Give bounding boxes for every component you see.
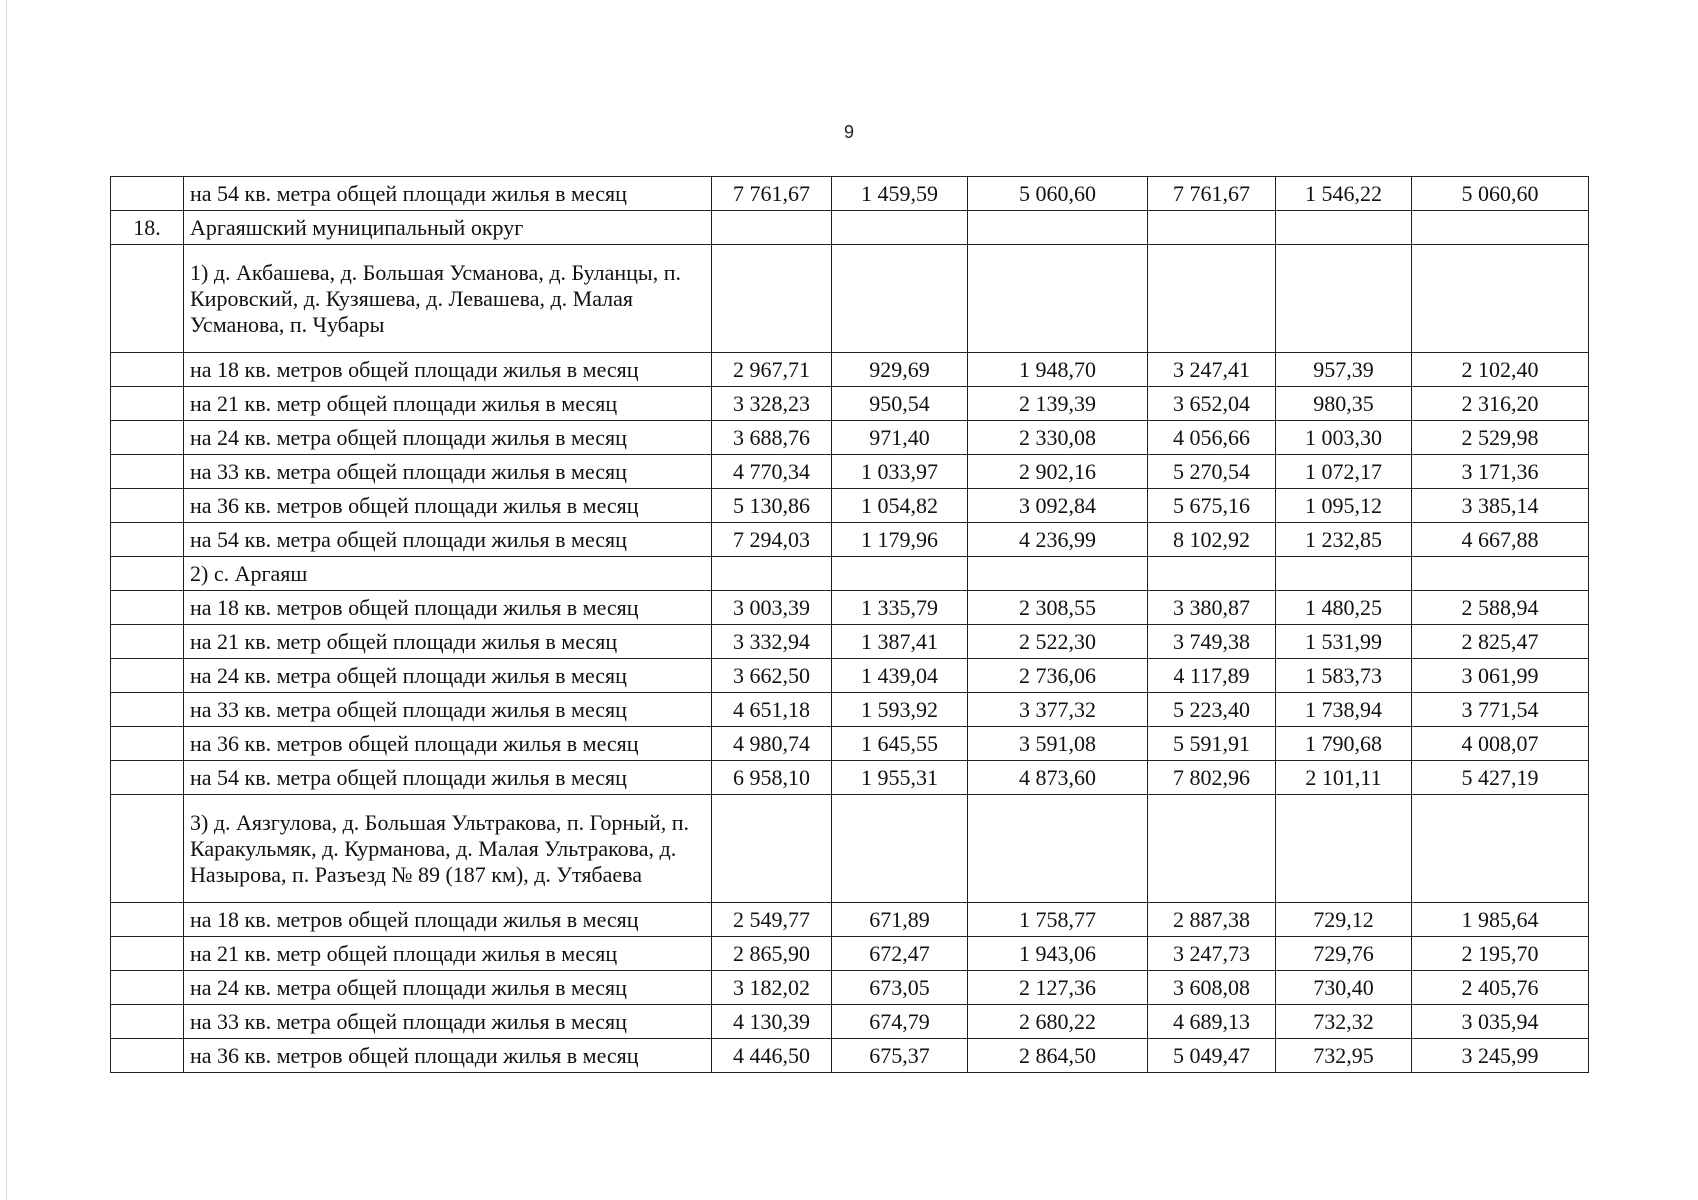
value-cell (968, 557, 1148, 591)
value-cell: 3 749,38 (1148, 625, 1276, 659)
value-cell: 4 770,34 (712, 455, 832, 489)
value-cell: 6 958,10 (712, 761, 832, 795)
value-cell: 2 522,30 (968, 625, 1148, 659)
value-cell (712, 795, 832, 903)
value-cell: 4 446,50 (712, 1039, 832, 1073)
value-cell: 2 902,16 (968, 455, 1148, 489)
row-label-cell: на 54 кв. метра общей площади жилья в месяц (184, 761, 712, 795)
value-cell: 4 236,99 (968, 523, 1148, 557)
row-number-cell (111, 937, 184, 971)
row-label-cell: на 24 кв. метра общей площади жилья в месяц (184, 421, 712, 455)
value-cell: 4 667,88 (1412, 523, 1589, 557)
table-row (111, 523, 1589, 557)
value-cell (1412, 245, 1589, 353)
value-cell (1148, 557, 1276, 591)
value-cell: 729,12 (1276, 903, 1412, 937)
value-cell (712, 211, 832, 245)
value-cell: 7 802,96 (1148, 761, 1276, 795)
row-number-cell (111, 245, 184, 353)
value-cell: 5 130,86 (712, 489, 832, 523)
value-cell (1276, 245, 1412, 353)
row-number-cell (111, 523, 184, 557)
value-cell: 3 247,73 (1148, 937, 1276, 971)
value-cell (712, 245, 832, 353)
table-row (111, 1039, 1589, 1073)
value-cell: 5 049,47 (1148, 1039, 1276, 1073)
value-cell: 1 790,68 (1276, 727, 1412, 761)
table-row (111, 795, 1589, 903)
value-cell (1412, 211, 1589, 245)
row-label-cell: на 21 кв. метр общей площади жилья в месяц (184, 387, 712, 421)
row-label-cell: на 24 кв. метра общей площади жилья в месяц (184, 659, 712, 693)
row-number-cell (111, 353, 184, 387)
row-number-cell (111, 693, 184, 727)
value-cell: 1 054,82 (832, 489, 968, 523)
row-number-cell (111, 727, 184, 761)
value-cell (832, 557, 968, 591)
value-cell: 732,95 (1276, 1039, 1412, 1073)
table-row (111, 353, 1589, 387)
value-cell: 4 117,89 (1148, 659, 1276, 693)
value-cell (832, 211, 968, 245)
scan-edge-line (6, 0, 7, 1200)
row-number-cell (111, 489, 184, 523)
row-label-cell: на 33 кв. метра общей площади жилья в месяц (184, 455, 712, 489)
row-label-cell: 1) д. Акбашева, д. Большая Усманова, д. Буланцы, п. Кировский, д. Кузяшева, д. Левашева, д. Малая Усманова, п. Чубары (184, 245, 712, 353)
value-cell: 2 967,71 (712, 353, 832, 387)
tariff-table-body (111, 177, 1589, 1073)
value-cell: 1 546,22 (1276, 177, 1412, 211)
value-cell (832, 245, 968, 353)
value-cell: 3 591,08 (968, 727, 1148, 761)
value-cell: 980,35 (1276, 387, 1412, 421)
table-row (111, 489, 1589, 523)
row-label-cell: на 36 кв. метров общей площади жилья в месяц (184, 1039, 712, 1073)
value-cell: 1 593,92 (832, 693, 968, 727)
value-cell: 3 377,32 (968, 693, 1148, 727)
value-cell: 1 645,55 (832, 727, 968, 761)
row-label-cell: на 18 кв. метров общей площади жилья в месяц (184, 353, 712, 387)
row-number-cell (111, 903, 184, 937)
table-row (111, 387, 1589, 421)
value-cell: 2 139,39 (968, 387, 1148, 421)
table-row (111, 903, 1589, 937)
value-cell: 3 245,99 (1412, 1039, 1589, 1073)
value-cell: 1 095,12 (1276, 489, 1412, 523)
table-row (111, 659, 1589, 693)
value-cell: 2 825,47 (1412, 625, 1589, 659)
value-cell: 1 179,96 (832, 523, 968, 557)
value-cell: 3 608,08 (1148, 971, 1276, 1005)
value-cell: 4 980,74 (712, 727, 832, 761)
value-cell (1148, 245, 1276, 353)
value-cell (1412, 795, 1589, 903)
value-cell: 1 583,73 (1276, 659, 1412, 693)
value-cell: 1 003,30 (1276, 421, 1412, 455)
row-number-cell (111, 761, 184, 795)
table-row (111, 211, 1589, 245)
value-cell: 732,32 (1276, 1005, 1412, 1039)
value-cell: 3 380,87 (1148, 591, 1276, 625)
value-cell: 1 480,25 (1276, 591, 1412, 625)
value-cell: 2 736,06 (968, 659, 1148, 693)
value-cell: 950,54 (832, 387, 968, 421)
row-number-cell (111, 177, 184, 211)
value-cell: 1 459,59 (832, 177, 968, 211)
value-cell: 3 652,04 (1148, 387, 1276, 421)
value-cell: 3 662,50 (712, 659, 832, 693)
value-cell: 2 588,94 (1412, 591, 1589, 625)
value-cell: 1 232,85 (1276, 523, 1412, 557)
value-cell: 1 033,97 (832, 455, 968, 489)
value-cell: 1 439,04 (832, 659, 968, 693)
table-row (111, 761, 1589, 795)
value-cell: 2 529,98 (1412, 421, 1589, 455)
row-number-cell (111, 971, 184, 1005)
value-cell: 2 308,55 (968, 591, 1148, 625)
value-cell: 1 985,64 (1412, 903, 1589, 937)
value-cell: 5 223,40 (1148, 693, 1276, 727)
row-label-cell: Аргаяшский муниципальный округ (184, 211, 712, 245)
row-label-cell: на 24 кв. метра общей площади жилья в месяц (184, 971, 712, 1005)
value-cell: 2 864,50 (968, 1039, 1148, 1073)
value-cell: 4 130,39 (712, 1005, 832, 1039)
row-number-cell (111, 591, 184, 625)
value-cell: 1 948,70 (968, 353, 1148, 387)
row-number-cell (111, 421, 184, 455)
value-cell: 1 387,41 (832, 625, 968, 659)
value-cell: 4 873,60 (968, 761, 1148, 795)
value-cell: 929,69 (832, 353, 968, 387)
row-number-cell (111, 557, 184, 591)
value-cell: 2 195,70 (1412, 937, 1589, 971)
value-cell: 2 101,11 (1276, 761, 1412, 795)
table-row (111, 177, 1589, 211)
value-cell: 5 270,54 (1148, 455, 1276, 489)
row-label-cell: на 18 кв. метров общей площади жилья в месяц (184, 903, 712, 937)
value-cell: 4 651,18 (712, 693, 832, 727)
value-cell (968, 245, 1148, 353)
value-cell: 1 072,17 (1276, 455, 1412, 489)
value-cell: 3 385,14 (1412, 489, 1589, 523)
value-cell: 971,40 (832, 421, 968, 455)
value-cell: 3 182,02 (712, 971, 832, 1005)
table-row (111, 625, 1589, 659)
value-cell: 4 056,66 (1148, 421, 1276, 455)
value-cell (1276, 795, 1412, 903)
value-cell: 4 008,07 (1412, 727, 1589, 761)
value-cell: 3 688,76 (712, 421, 832, 455)
row-number-cell (111, 659, 184, 693)
value-cell: 3 003,39 (712, 591, 832, 625)
value-cell: 2 102,40 (1412, 353, 1589, 387)
value-cell: 2 680,22 (968, 1005, 1148, 1039)
value-cell: 7 294,03 (712, 523, 832, 557)
value-cell: 1 738,94 (1276, 693, 1412, 727)
value-cell: 3 171,36 (1412, 455, 1589, 489)
row-label-cell: на 54 кв. метра общей площади жилья в месяц (184, 523, 712, 557)
row-number-cell (111, 455, 184, 489)
value-cell: 1 758,77 (968, 903, 1148, 937)
tariff-table (110, 176, 1589, 1073)
table-row (111, 421, 1589, 455)
value-cell: 2 316,20 (1412, 387, 1589, 421)
row-label-cell: на 36 кв. метров общей площади жилья в месяц (184, 489, 712, 523)
value-cell: 7 761,67 (712, 177, 832, 211)
value-cell: 1 955,31 (832, 761, 968, 795)
value-cell: 3 035,94 (1412, 1005, 1589, 1039)
table-row (111, 727, 1589, 761)
value-cell: 1 531,99 (1276, 625, 1412, 659)
value-cell (1276, 557, 1412, 591)
row-number-cell (111, 1005, 184, 1039)
value-cell: 2 330,08 (968, 421, 1148, 455)
row-number-cell (111, 387, 184, 421)
value-cell: 671,89 (832, 903, 968, 937)
table-row (111, 245, 1589, 353)
value-cell: 3 092,84 (968, 489, 1148, 523)
value-cell: 2 549,77 (712, 903, 832, 937)
row-label-cell: на 33 кв. метра общей площади жилья в месяц (184, 693, 712, 727)
value-cell: 2 405,76 (1412, 971, 1589, 1005)
value-cell: 957,39 (1276, 353, 1412, 387)
value-cell (832, 795, 968, 903)
value-cell: 3 332,94 (712, 625, 832, 659)
row-label-cell: на 18 кв. метров общей площади жилья в месяц (184, 591, 712, 625)
value-cell: 5 427,19 (1412, 761, 1589, 795)
value-cell: 3 061,99 (1412, 659, 1589, 693)
value-cell (968, 795, 1148, 903)
row-label-cell: на 21 кв. метр общей площади жилья в месяц (184, 625, 712, 659)
value-cell: 672,47 (832, 937, 968, 971)
value-cell (1148, 211, 1276, 245)
value-cell (1148, 795, 1276, 903)
table-row (111, 1005, 1589, 1039)
value-cell (968, 211, 1148, 245)
row-label-cell: 3) д. Аязгулова, д. Большая Ультракова, п. Горный, п. Каракульмяк, д. Курманова, д. Малая Ультракова, д. Назырова, п. Разъезд № 89 (187 км), д. Утябаева (184, 795, 712, 903)
value-cell: 673,05 (832, 971, 968, 1005)
table-row (111, 557, 1589, 591)
table-row (111, 591, 1589, 625)
value-cell: 8 102,92 (1148, 523, 1276, 557)
value-cell (712, 557, 832, 591)
row-label-cell: на 36 кв. метров общей площади жилья в месяц (184, 727, 712, 761)
row-number-cell: 18. (111, 211, 184, 245)
value-cell: 674,79 (832, 1005, 968, 1039)
value-cell: 2 865,90 (712, 937, 832, 971)
row-number-cell (111, 625, 184, 659)
value-cell: 3 247,41 (1148, 353, 1276, 387)
value-cell (1412, 557, 1589, 591)
value-cell: 2 887,38 (1148, 903, 1276, 937)
value-cell: 5 060,60 (1412, 177, 1589, 211)
value-cell: 7 761,67 (1148, 177, 1276, 211)
value-cell: 1 943,06 (968, 937, 1148, 971)
value-cell (1276, 211, 1412, 245)
value-cell: 729,76 (1276, 937, 1412, 971)
value-cell: 5 675,16 (1148, 489, 1276, 523)
row-label-cell: на 54 кв. метра общей площади жилья в месяц (184, 177, 712, 211)
value-cell: 675,37 (832, 1039, 968, 1073)
row-label-cell: на 33 кв. метра общей площади жилья в месяц (184, 1005, 712, 1039)
page-number: 9 (843, 122, 854, 142)
row-label-cell: 2) с. Аргаяш (184, 557, 712, 591)
value-cell: 3 771,54 (1412, 693, 1589, 727)
value-cell: 5 591,91 (1148, 727, 1276, 761)
table-row (111, 455, 1589, 489)
row-number-cell (111, 1039, 184, 1073)
value-cell: 2 127,36 (968, 971, 1148, 1005)
value-cell: 5 060,60 (968, 177, 1148, 211)
row-label-cell: на 21 кв. метр общей площади жилья в месяц (184, 937, 712, 971)
value-cell: 730,40 (1276, 971, 1412, 1005)
row-number-cell (111, 795, 184, 903)
table-row (111, 971, 1589, 1005)
table-row (111, 693, 1589, 727)
value-cell: 1 335,79 (832, 591, 968, 625)
table-row (111, 937, 1589, 971)
value-cell: 4 689,13 (1148, 1005, 1276, 1039)
value-cell: 3 328,23 (712, 387, 832, 421)
